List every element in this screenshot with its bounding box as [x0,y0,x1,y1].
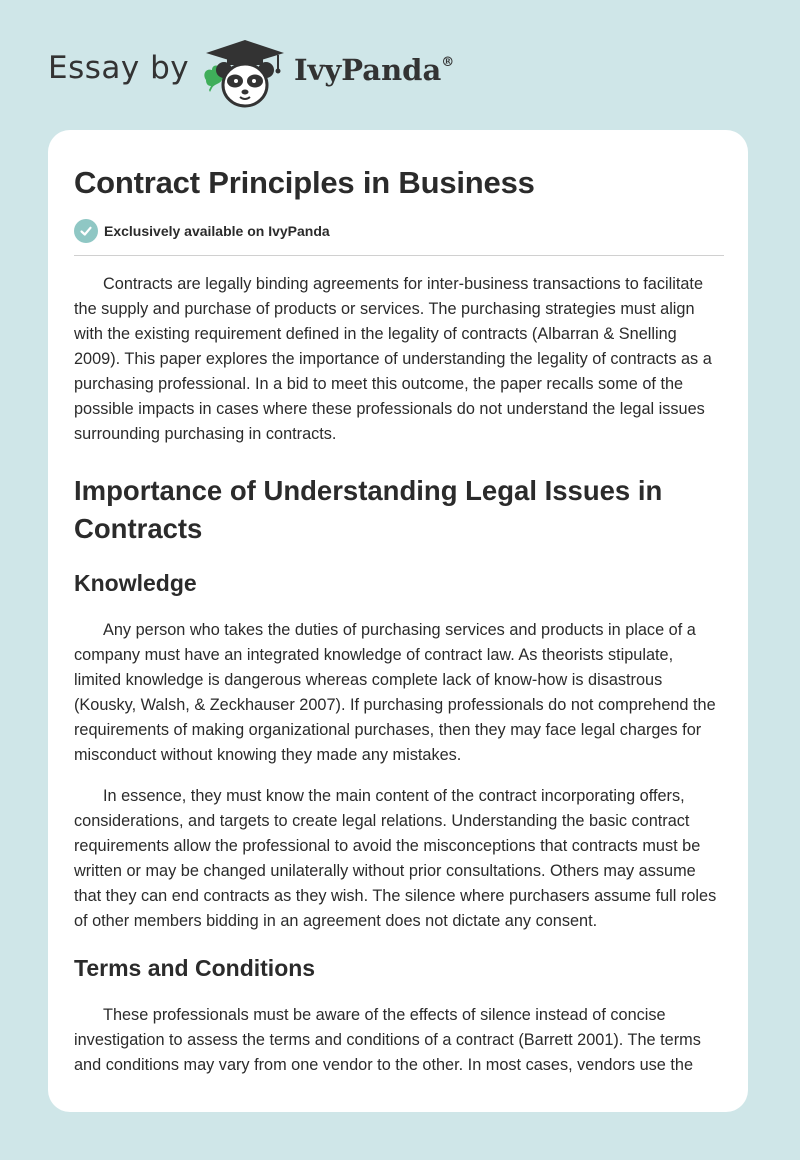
site-header [0,0,800,130]
check-circle-icon [74,219,98,243]
section-heading: Importance of Understanding Legal Issues in Contracts [74,475,663,544]
knowledge-paragraph-2: In essence, they must know the main content of the contract incorporating offers, considerations, and targets to create legal relations. Understanding the basic contract requirements allow the professional to avoid the misconceptions that contracts must be written or may be changed unilaterally without prior consultations. Others may assume that they can end contracts as they wish. The silence where purchasers assume full roles of other members bidding in an agreement does not dictate any consent. [74,787,717,930]
terms-heading: Terms and Conditions [74,955,316,981]
essay-card [48,130,748,1112]
knowledge-heading: Knowledge [74,570,197,596]
terms-paragraph-1: These professionals must be aware of the effects of silence instead of concise investigation to assess the terms and conditions of a contract (Barrett 2001). The terms and conditions may vary from one vendor to the other. In most cases, vendors use the [74,1006,701,1074]
exclusive-badge [74,218,724,244]
intro-paragraph: Contracts are legally binding agreements for inter-business transactions to facilitate the supply and purchase of products or services. The purchasing strategies must align with the existing requirement defined in the legality of contracts (Albarran & Snelling 2009). This paper explores the importance of understanding the legality of contracts as a purchasing professional. In a bid to meet this outcome, the paper recalls some of the possible impacts in cases where these professionals do not understand the legal issues surrounding purchasing in contracts. [74,275,712,443]
page-title: Contract Principles in Business [74,165,535,200]
knowledge-paragraph-1: Any person who takes the duties of purchasing services and products in place of a company must have an integrated knowledge of contract law. As theorists stipulate, limited knowledge is dangerous whereas complete lack of know-how is disastrous (Kousky, Walsh, & Zeckhauser 2007). If purchasing professionals do not comprehend the requirements of making organizational purchases, then they may face legal charges for misconduct without knowing they made any mistakes. [74,621,716,764]
exclusive-badge-label: Exclusively available on IvyPanda [104,223,330,239]
panda-logo-icon[interactable] [200,36,290,112]
essay-content [74,163,724,1078]
brand-name[interactable]: IvyPanda® [294,53,455,87]
divider [74,255,724,256]
essay-by-label: Essay by [48,50,190,86]
